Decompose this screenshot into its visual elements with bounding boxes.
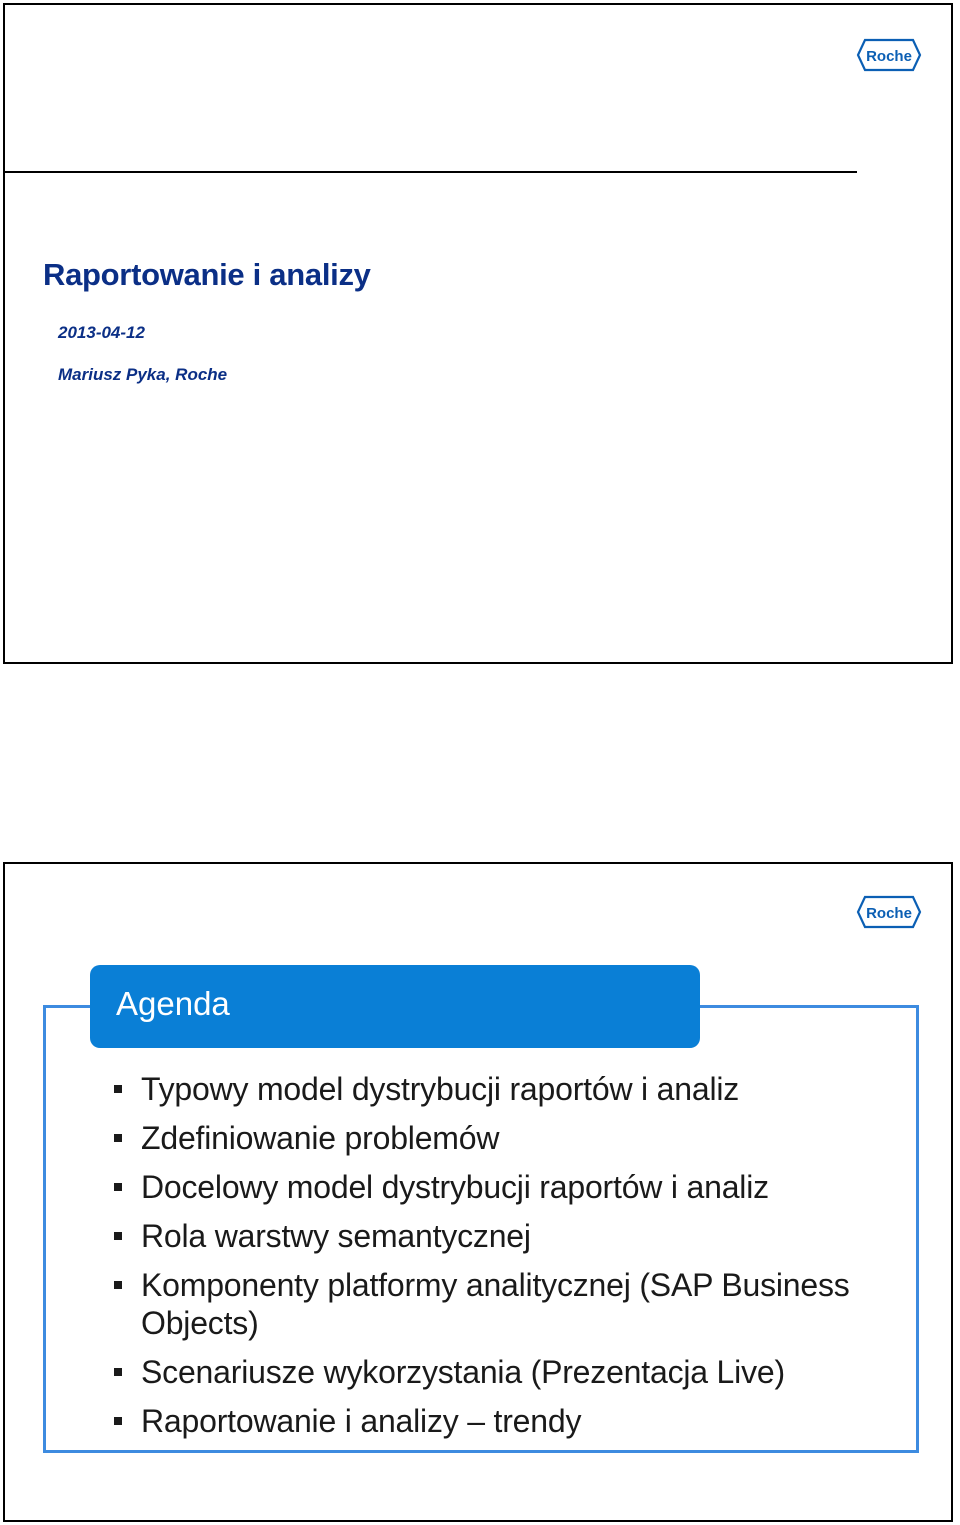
- agenda-item-text: Raportowanie i analizy – trendy: [141, 1403, 582, 1439]
- roche-logo-text: Roche: [866, 48, 912, 65]
- square-bullet-icon: [114, 1232, 122, 1240]
- agenda-item-text: Scenariusze wykorzystania (Prezentacja Live): [141, 1354, 785, 1390]
- roche-logo: [856, 895, 922, 929]
- square-bullet-icon: [114, 1417, 122, 1425]
- header-divider: [5, 171, 857, 173]
- title-slide: [3, 3, 953, 664]
- agenda-item: [113, 1168, 873, 1206]
- agenda-item: [113, 1353, 873, 1391]
- square-bullet-icon: [114, 1183, 122, 1191]
- roche-logo-icon: [856, 895, 922, 929]
- square-bullet-icon: [114, 1281, 122, 1289]
- agenda-header: [90, 965, 700, 1048]
- presentation-date: 2013-04-12: [58, 323, 145, 342]
- agenda-list: [113, 1070, 873, 1451]
- roche-logo-icon: [856, 38, 922, 72]
- agenda-item-text: Typowy model dystrybucji raportów i analiz: [141, 1071, 740, 1107]
- roche-logo-text: Roche: [866, 905, 912, 922]
- agenda-item: [113, 1217, 873, 1255]
- presentation-title: Raportowanie i analizy: [43, 257, 371, 292]
- square-bullet-icon: [114, 1085, 122, 1093]
- agenda-item: [113, 1070, 873, 1108]
- agenda-item: [113, 1266, 873, 1342]
- agenda-title: Agenda: [116, 985, 230, 1022]
- square-bullet-icon: [114, 1368, 122, 1376]
- agenda-item-text: Komponenty platformy analitycznej (SAP Business Objects): [141, 1267, 850, 1341]
- agenda-item-text: Docelowy model dystrybucji raportów i analiz: [141, 1169, 769, 1205]
- agenda-slide: [3, 862, 953, 1522]
- agenda-item-text: Zdefiniowanie problemów: [141, 1120, 500, 1156]
- roche-logo: [856, 38, 922, 72]
- agenda-item: [113, 1119, 873, 1157]
- agenda-item-text: Rola warstwy semantycznej: [141, 1218, 531, 1254]
- presentation-author: Mariusz Pyka, Roche: [58, 365, 228, 384]
- square-bullet-icon: [114, 1134, 122, 1142]
- agenda-item: [113, 1402, 873, 1440]
